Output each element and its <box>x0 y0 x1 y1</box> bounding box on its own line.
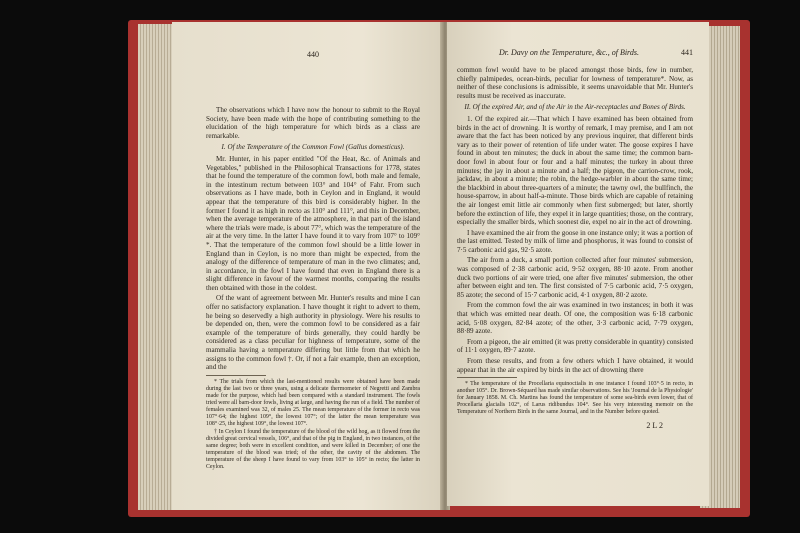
section-heading: II. Of the expired Air, and of the Air in the Air-receptacles and Bones of Birds. <box>464 103 686 112</box>
footnote-rule <box>457 377 517 378</box>
footnote: * The trials from which the last-mentioned results were obtained have been made during the last two or three years, using a delicate thermometer of Negretti and Zambra made for the purpose, which had been compared with a standard instrument. The fowls tried were all barn-door fowls, living at large, and having the run of a field. The number of females examined was 32, of males 25. The mean temperature of the former in recto was 107°·64; the highest 109°, the lowest 107°; of the latter the mean temperature was 108°·25, the highest 109°, the lowest 107°. <box>206 378 420 427</box>
page-number: 441 <box>681 48 693 57</box>
body-paragraph: Mr. Hunter, in his paper entitled "Of the Heat, &c. of Animals and Vegetables," published in the Philosophical Transactions for 1778, states that he found the temperature of the common fowl, both male and female, in the intestinum rectum between 103° and 104° of Fahr. From such observations as I have made, both in Ceylon and in England, it would appear that the temperature of this bird is considerably higher. In the former I found it as high in recto as 110° and 111°, and this in December, when the average temperature of the atmosphere, in that part of the island where the trials were made, is about 77°, which was the temperature of the air at the very time. In the latter I have found it to vary from 107° to 109° *. That the temperature of the common fowl should be a little lower in England than in Ceylon, is no more than might be expected, from the analogy of the difference of temperature of man in the two climates; and, in accordance, in the fowl I have found that even in England there is a slight difference in favour of the warmest months, comparing the results then obtained with those in the coldest. <box>206 154 420 292</box>
intro-paragraph: The observations which I have now the honour to submit to the Royal Society, have been made with the hope of contributing something to the elucidation of the high temperature for which birds as a class are remarkable. <box>206 106 420 140</box>
body-paragraph: The air from a duck, a small portion collected after four minutes' submersion, was composed of 2·38 carbonic acid, 9·52 oxygen, 88·10 azote. From another duck two portions of air were tried, one after five minutes' submersion, the other after between eight and ten. The first consisted of 7·5 carbonic acid, 7·5 oxygen, 85 azote; the second of 15·7 carbonic acid, 4·1 oxygen, 80·2 azote. <box>457 256 693 299</box>
right-page <box>447 22 709 506</box>
continuation-paragraph: common fowl would have to be placed amongst those birds, few in number, chiefly palmipedes, ocean-birds, peculiar for lowness of temperature*. Now, as neither of these conclusions is admissible, it seems unavoidable that Mr. Hunter's results must be received as inaccurate. <box>457 66 693 100</box>
left-page-text <box>206 50 420 472</box>
right-page-text <box>457 48 693 431</box>
footnote-rule <box>206 375 266 376</box>
body-paragraph: 1. Of the expired air.—That which I have examined has been obtained from birds in the act of drowning. It is worthy of remark, I may premise, and I am not aware that the fact has been noticed by any previous inquirer, that different birds vary as to their power of retention of life under water. The goose expires I have found in about ten minutes; the duck in about the same time; the common barn-door fowl in about four or four and a half minutes; the turkey in about three minutes; the jay in about a minute and a half; the pigeon, the carrion-crow, rook, jackdaw, in about a minute; the robin, the hedge-warbler in about the same time; the blackbird in about three-quarters of a minute; the tawny owl, the bullfinch, the house-sparrow, in about half-a-minute. Those birds which are capable of retaining the air longest emit little air commonly when first submerged; but later, shortly before the extinction of life, they expel it in large quantities; those, on the contrary, especially the smaller birds, which soonest die, expel no air in the act of drowning. <box>457 114 693 227</box>
body-paragraph: From a pigeon, the air emitted (it was pretty considerable in quantity) consisted of 11·1 oxygen, 89·7 azote. <box>457 337 693 355</box>
body-paragraph: I have examined the air from the goose in one instance only; it was a portion of the last emitted. Tested by milk of lime and phosphorus, it was found to consist of 7·5 carbonic acid gas, 92·5 azote. <box>457 228 693 254</box>
section-heading: I. Of the Temperature of the Common Fowl (Gallus domesticus). <box>221 143 405 152</box>
footnote: * The temperature of the Procellaria equinoctialis in one instance I found 103°·5 in recto, in another 105°. Dr. Brown-Séquard has made similar observations. See his 'Journal de la Physiologie' for January 1858. M. Ch. Martins has found the temperature of some sea-birds even lower, that of Procellaria glacialis 102°, of Larus ridibundus 104°. See his very interesting memoir on the Temperature of Northern Birds in the same Journal, and in the Number before quoted. <box>457 381 693 416</box>
page-number: 440 <box>307 50 319 59</box>
body-paragraph: Of the want of agreement between Mr. Hunter's results and mine I can offer no satisfactory explanation. I have thought it right to advert to them, he being so deservedly a high authority in physiology. Were his results to be depended on, then, were the common fowl to be considered as a fair example of the temperature of birds generally, they could hardly be considered as a class peculiar for highness of temperature, some of the mammalia having a temperature differing but little from that which he assigns to the common fowl †. Or, if not a fair example, then an exception, and the <box>206 294 420 372</box>
signature-mark: 2 L 2 <box>646 421 663 431</box>
page-header <box>457 48 693 58</box>
body-paragraph: From these results, and from a few others which I have obtained, it would appear that in the air expired by birds in the act of drowning there <box>457 357 693 374</box>
left-page <box>172 22 444 510</box>
body-paragraph: From the common fowl the air was examined in two instances; in both it was that which was emitted near death. Of one, the composition was 6·18 carbonic acid, 5·08 oxygen, 82·84 azote; of the other, 3·3 carbonic acid, 7·79 oxygen, 88·89 azote. <box>457 301 693 336</box>
running-head: Dr. Davy on the Temperature, &c., of Birds. <box>499 48 639 57</box>
footnote: † In Ceylon I found the temperature of the blood of the wild hog, as it flowed from the divided great cervical vessels, 106°, and that of the pig in England, in two instances, of the same degree; both were in excellent condition, and were killed in December; of one the temperature of the blood was tried; of the other, the cavity of the abdomen. The temperature of the sheep I have found to vary from 103° to 105° in recto; the latter in Ceylon. <box>206 428 420 470</box>
